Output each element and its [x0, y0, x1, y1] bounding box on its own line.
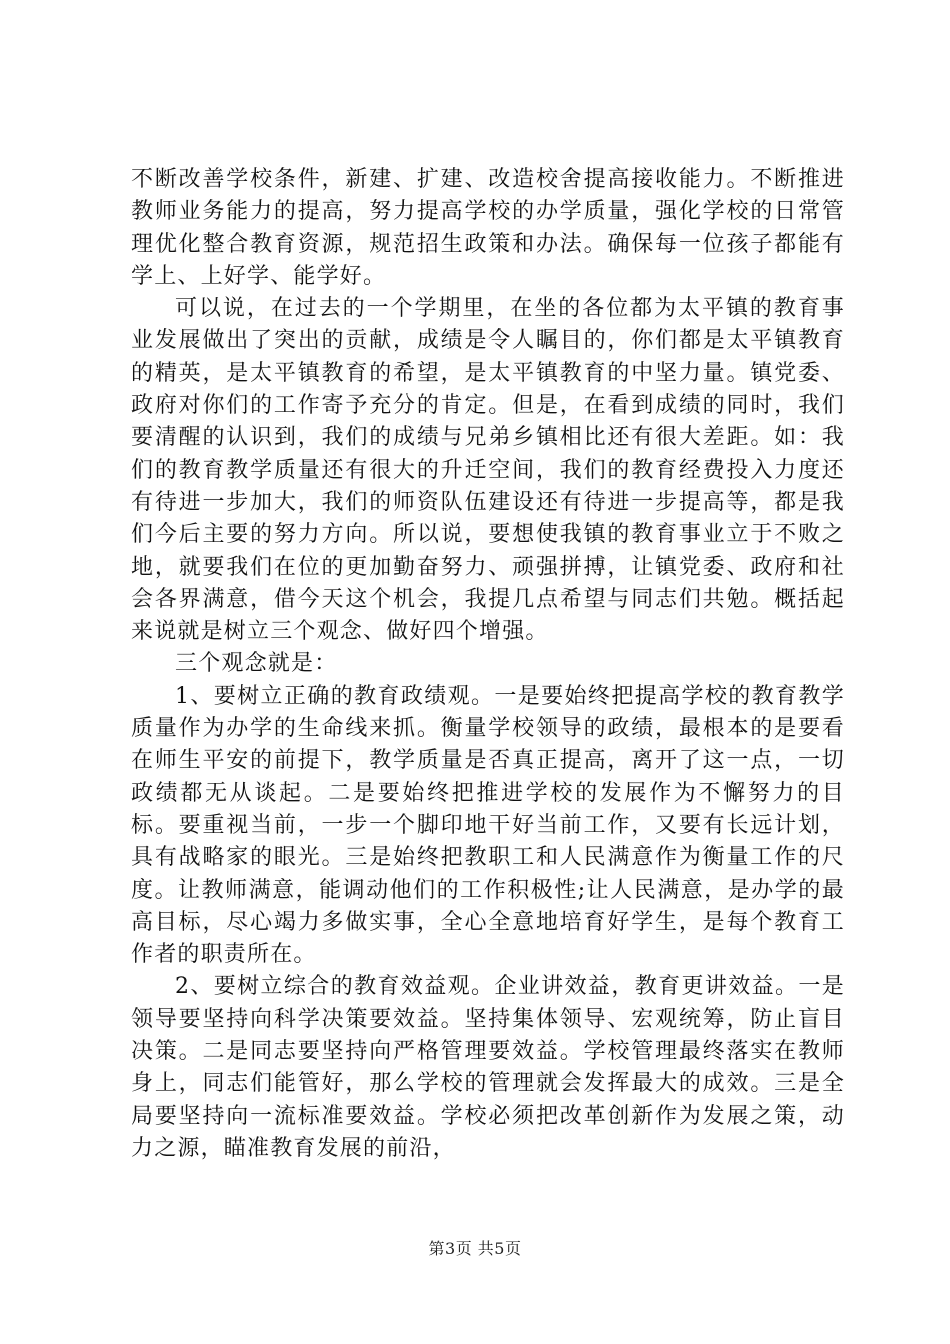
- paragraph-2: 可以说，在过去的一个学期里，在坐的各位都为太平镇的教育事业发展做出了突出的贡献，成绩是令人瞩目的，你们都是太平镇教育的精英，是太平镇教育的希望，是太平镇教育的中坚力量。镇党委、政府对你们的工作寄予充分的肯定。但是，在看到成绩的同时，我们要清醒的认识到，我们的成绩与兄弟乡镇相比还有很大差距。如：我们的教育教学质量还有很大的升迁空间，我们的教育经费投入力度还有待进一步加大，我们的师资队伍建设还有待进一步提高等，都是我们今后主要的努力方向。所以说，要想使我镇的教育事业立于不败之地，就要我们在位的更加勤奋努力、顽强拼搏，让镇党委、政府和社会各界满意，借今天这个机会，我提几点希望与同志们共勉。概括起来说就是树立三个观念、做好四个增强。: [131, 296, 845, 645]
- document-body: [131, 164, 845, 1165]
- paragraph-5: 2、要树立综合的教育效益观。企业讲效益，教育更讲效益。一是领导要坚持向科学决策要效益。坚持集体领导、宏观统筹，防止盲目决策。二是同志要坚持向严格管理要效益。学校管理最终落实在教师身上，同志们能管好，那么学校的管理就会发挥最大的成效。三是全局要坚持向一流标准要效益。学校必须把改革创新作为发展之策，动力之源，瞄准教育发展的前沿，: [131, 974, 845, 1161]
- paragraph-1: 不断改善学校条件，新建、扩建、改造校舍提高接收能力。不断推进教师业务能力的提高，努力提高学校的办学质量，强化学校的日常管理优化整合教育资源，规范招生政策和办法。确保每一位孩子都能有学上、上好学、能学好。: [131, 167, 845, 289]
- page-number-footer: 第3页 共5页: [428, 1239, 522, 1258]
- paragraph-4: 1、要树立正确的教育政绩观。一是要始终把提高学校的教育教学质量作为办学的生命线来抓。衡量学校领导的政绩，最根本的是要看在师生平安的前提下，教学质量是否真正提高，离开了这一点，一切政绩都无从谈起。二是要始终把推进学校的发展作为不懈努力的目标。要重视当前，一步一个脚印地干好当前工作，又要有长远计划，具有战略家的眼光。三是始终把教职工和人民满意作为衡量工作的尺度。让教师满意，能调动他们的工作积极性;让人民满意，是办学的最高目标，尽心竭力多做实事，全心全意地培育好学生，是每个教育工作者的职责所在。: [131, 683, 845, 968]
- paragraph-3: 三个观念就是：: [175, 651, 338, 677]
